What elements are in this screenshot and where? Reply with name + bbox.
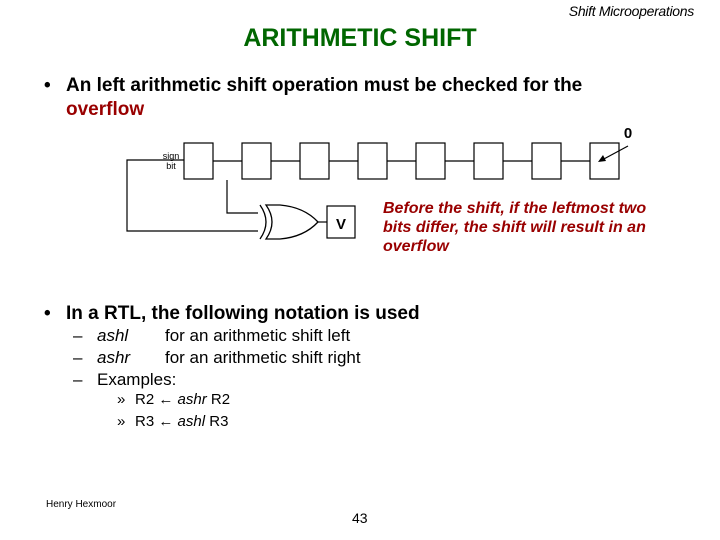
xor-input-curve [260, 205, 266, 239]
sub-term: Examples: [97, 370, 177, 389]
example-dest: R3 [135, 413, 155, 430]
slide-title: ARITHMETIC SHIFT [243, 24, 477, 52]
footer-author: Henry Hexmoor [46, 499, 117, 510]
register-cell [474, 143, 503, 179]
register-cell [416, 143, 445, 179]
header-label: Shift Microoperations [568, 3, 694, 19]
bit-two-wire [227, 180, 258, 213]
sub-desc: for an arithmetic shift right [165, 348, 361, 367]
bullet-highlight: overflow [66, 99, 145, 120]
register-cell [242, 143, 271, 179]
page-number: 43 [352, 510, 368, 526]
register-cell [532, 143, 561, 179]
note-line: Before the shift, if the leftmost two [383, 200, 647, 217]
bit-label: bit [166, 161, 176, 171]
sub-item-examples: – Examples: [73, 370, 177, 389]
bullet-dot: • [44, 303, 51, 324]
sub-item-ashr: – ashr for an arithmetic shift right [73, 348, 361, 367]
bullet-rtl [44, 303, 420, 325]
xor-gate [266, 205, 318, 239]
example-line: » R2 ← ashr R2 [117, 391, 231, 408]
bullet-text: In a RTL, the following notation is used [66, 303, 420, 324]
sub-item-ashl: – ashl for an arithmetic shift left [73, 326, 351, 345]
register-cell [184, 143, 213, 179]
sign-label: sign [162, 151, 180, 161]
register-cell [358, 143, 387, 179]
example-arrow: ← [158, 391, 174, 408]
example-dest: R2 [135, 391, 155, 408]
example-op: ashl [177, 413, 206, 430]
sub-term: ashr [97, 348, 131, 367]
example-arrow: ← [158, 413, 174, 430]
overflow-flag-label: V [335, 216, 347, 233]
input-zero-label: 0 [623, 125, 633, 142]
sub-term: ashl [97, 326, 129, 345]
overflow-note [383, 199, 646, 256]
example-src: R3 [209, 413, 229, 430]
sub-desc: for an arithmetic shift left [165, 326, 351, 345]
example-line: » R3 ← ashl R3 [117, 413, 229, 430]
note-line: bits differ, the shift will result in an [383, 219, 646, 236]
register-cell [300, 143, 329, 179]
note-line: overflow [383, 238, 449, 255]
bullet-text: An left arithmetic shift operation must be checked for the [66, 75, 583, 96]
example-src: R2 [210, 391, 231, 408]
example-op: ashr [177, 391, 207, 408]
bullet-dot: • [44, 75, 51, 96]
